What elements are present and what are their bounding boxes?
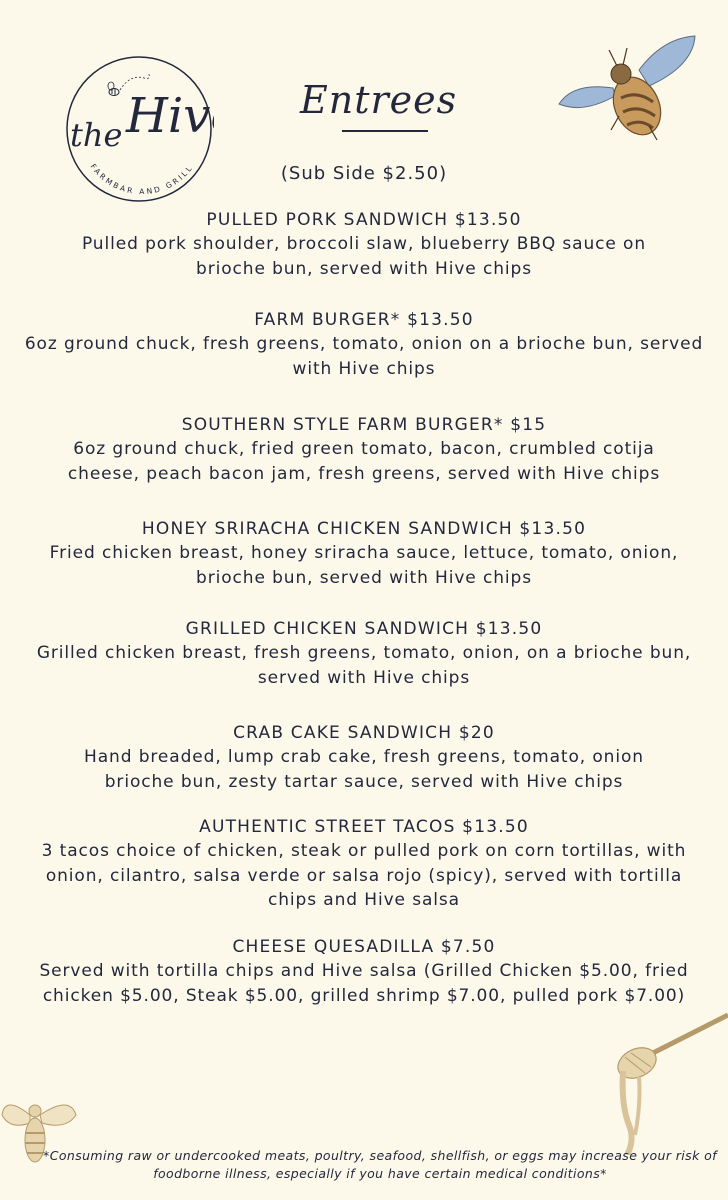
logo-the: the	[70, 116, 123, 154]
section-heading	[300, 78, 458, 148]
title-underline	[342, 130, 428, 132]
menu-item-name: AUTHENTIC STREET TACOS $13.50	[199, 817, 529, 837]
menu-item	[20, 721, 708, 794]
menu-item	[20, 413, 708, 486]
menu-item-name: FARM BURGER* $13.50	[254, 310, 474, 330]
menu-item-name: CHEESE QUESADILLA $7.50	[232, 937, 496, 957]
menu-item-name: CRAB CAKE SANDWICH $20	[233, 723, 495, 743]
menu-item-description: 6oz ground chuck, fried green tomato, bacon, crumbled cotija cheese, peach bacon jam, fresh greens, served with Hive chips	[67, 439, 661, 484]
bee-illustration	[553, 30, 703, 145]
menu-item-name: HONEY SRIRACHA CHICKEN SANDWICH $13.50	[141, 519, 587, 539]
sub-side-note: (Sub Side $2.50)	[280, 163, 448, 184]
menu-item-name: PULLED PORK SANDWICH $13.50	[206, 210, 522, 230]
logo-ring-text: FARMBAR AND GRILL	[88, 162, 195, 197]
page-title: Entrees	[300, 78, 458, 122]
menu-item-description: 3 tacos choice of chicken, steak or pulled pork on corn tortillas, with onion, cilantro, salsa verde or salsa rojo (spicy), served with tortilla chips and Hive salsa	[41, 841, 687, 910]
bee-icon	[553, 30, 703, 145]
food-safety-footnote: *Consuming raw or undercooked meats, poultry, seafood, shellfish, or eggs may increase your risk of foodborne illness, especially if you have certain medical conditions*	[43, 1148, 717, 1181]
menu-item-name: SOUTHERN STYLE FARM BURGER* $15	[181, 415, 547, 435]
menu-item-description: 6oz ground chuck, fresh greens, tomato, onion on a brioche bun, served with Hive chips	[24, 334, 704, 379]
menu-item-description: Pulled pork shoulder, broccoli slaw, blueberry BBQ sauce on brioche bun, served with Hive chips	[81, 234, 647, 279]
menu-item	[20, 617, 708, 690]
menu-item	[20, 208, 708, 281]
honey-dipper-icon	[605, 1005, 728, 1155]
logo-hive: Hiv	[126, 88, 211, 144]
menu-item	[20, 815, 708, 913]
menu-item-description: Grilled chicken breast, fresh greens, tomato, onion, on a brioche bun, served with Hive chips	[36, 643, 692, 688]
menu-item-name: GRILLED CHICKEN SANDWICH $13.50	[185, 619, 543, 639]
menu-item	[20, 308, 708, 381]
menu-item-description: Hand breaded, lump crab cake, fresh greens, tomato, onion brioche bun, zesty tartar sauce, served with Hive chips	[84, 747, 644, 792]
menu-item-description: Served with tortilla chips and Hive salsa (Grilled Chicken $5.00, fried chicken $5.00, Steak $5.00, grilled shrimp $7.00, pulled pork $7.00)	[39, 961, 689, 1006]
honey-dipper-illustration	[605, 1005, 728, 1155]
menu-item-description: Fried chicken breast, honey sriracha sauce, lettuce, tomato, onion, brioche bun, served with Hive chips	[49, 543, 679, 588]
menu-item	[20, 517, 708, 590]
menu-item	[20, 935, 708, 1008]
